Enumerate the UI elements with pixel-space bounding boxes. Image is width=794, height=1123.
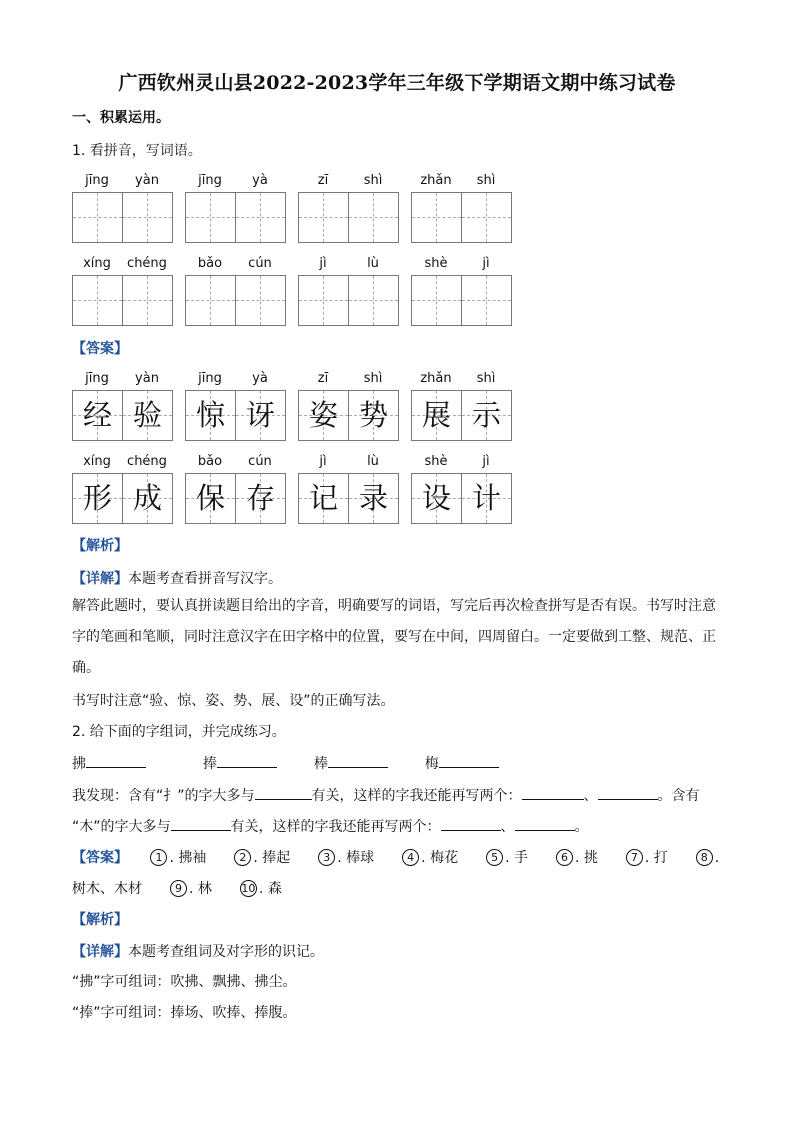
tianzige-cell[interactable]: [72, 192, 123, 243]
blank-5[interactable]: [255, 785, 312, 800]
pinyin-syllable: shè: [424, 256, 448, 271]
pinyin-label: [72, 454, 172, 470]
pinyin-label: [298, 371, 398, 387]
pinyin-syllable: yà: [252, 173, 268, 188]
pinyin-syllable: cún: [248, 454, 272, 469]
pinyin-syllable: zhǎn: [420, 173, 452, 188]
analysis-note: 书写时注意“验、惊、姿、势、展、设”的正确写法。: [72, 693, 395, 709]
tianzige-cell[interactable]: [122, 192, 173, 243]
pinyin-syllable: jīng: [198, 371, 222, 386]
analysis-label: 【解析】: [72, 538, 128, 554]
pinyin-label: [185, 256, 285, 272]
answer-list: [132, 850, 719, 866]
analysis-label: 【解析】: [72, 912, 128, 928]
answer-character: 记: [308, 481, 338, 515]
answer-character: 惊: [195, 398, 225, 432]
blank-2[interactable]: [217, 753, 277, 768]
pinyin-syllable: yàn: [135, 173, 159, 188]
pinyin-label: [298, 256, 398, 272]
answer-item: 1 . 拂袖: [150, 848, 206, 868]
pinyin-label: [411, 454, 511, 470]
answer-character: 保: [195, 481, 225, 515]
tianzige-cell: [348, 390, 399, 441]
tianzige-cell: [72, 390, 123, 441]
blank-7[interactable]: [598, 785, 658, 800]
pinyin-syllable: jīng: [198, 173, 222, 188]
pinyin-syllable: jì: [482, 454, 490, 469]
page-title: 广西钦州灵山县2022-2023学年三年级下学期语文期中练习试卷: [118, 72, 676, 94]
tianzige-cell[interactable]: [411, 275, 462, 326]
discovery-text: 有关，这样的字我还能再写两个：: [230, 819, 441, 835]
tianzige-cell: [461, 473, 512, 524]
answer-character: 示: [471, 398, 501, 432]
pinyin-syllable: jì: [482, 256, 490, 271]
char-fu: 拂: [72, 756, 86, 772]
answer-character: 经: [82, 398, 112, 432]
analysis-fu: “拂”字可组词：吹拂、飘拂、拂尘。: [72, 974, 297, 990]
pinyin-syllable: yàn: [135, 371, 159, 386]
answer-text: 手: [513, 850, 528, 866]
tianzige-cell: [461, 390, 512, 441]
pinyin-syllable: jīng: [85, 173, 109, 188]
pinyin-label: [185, 173, 285, 189]
char-peng: 捧: [202, 756, 217, 772]
circled-number: 8: [696, 849, 713, 866]
blank-9[interactable]: [441, 816, 501, 831]
circled-number: 10: [241, 882, 256, 895]
answer-character: 设: [421, 481, 451, 515]
answer-item: 7 . 打: [626, 848, 668, 868]
pinyin-syllable: chéng: [127, 454, 167, 469]
answer-character: 势: [358, 398, 388, 432]
char-bang: 棒: [313, 756, 328, 772]
tianzige-cell: [411, 473, 462, 524]
tianzige-cell[interactable]: [72, 275, 123, 326]
detail-label: 【详解】: [72, 944, 128, 960]
detail-line: [72, 569, 282, 589]
tianzige-cell: [235, 390, 286, 441]
tianzige-cell[interactable]: [185, 192, 236, 243]
discovery-text: 我发现：含有“扌”的字大多与: [72, 788, 255, 804]
answer-line-1: [72, 848, 719, 868]
pinyin-label: [72, 173, 172, 189]
pinyin-syllable: bǎo: [197, 454, 223, 469]
tianzige-cell: [348, 473, 399, 524]
answer-character: 姿: [308, 398, 338, 432]
tianzige-cell[interactable]: [122, 275, 173, 326]
answer-text: 梅花: [430, 850, 459, 866]
blank-10[interactable]: [515, 816, 575, 831]
pinyin-syllable: shì: [363, 173, 383, 188]
pinyin-label: [72, 256, 172, 272]
tianzige-cell[interactable]: [298, 275, 349, 326]
question-1-prompt: 1. 看拼音，写词语。: [72, 143, 202, 159]
pinyin-label: [411, 256, 511, 272]
answer-label: 【答案】: [72, 850, 128, 866]
tianzige-cell: [122, 473, 173, 524]
answer-item: 10 . 森: [241, 881, 282, 897]
pinyin-syllable: shì: [476, 371, 496, 386]
tianzige-cell[interactable]: [235, 275, 286, 326]
answer-character: 存: [245, 481, 275, 515]
answer-character: 讶: [245, 398, 275, 432]
pinyin-syllable: xíng: [83, 454, 111, 469]
tianzige-cell: [298, 473, 349, 524]
pinyin-syllable: chéng: [127, 256, 167, 271]
tianzige-cell: [122, 390, 173, 441]
analysis-paragraph: 解答此题时，要认真拼读题目给出的字音，明确要写的词语，写完后再次检查拼写是否有误。书写时注意字的笔画和笔顺，同时注意汉字在田字格中的位置，要写在中间，四周留白。一定要做到工整、规范、正确。: [72, 598, 716, 676]
pinyin-syllable: jì: [319, 454, 327, 469]
blank-4[interactable]: [439, 753, 499, 768]
pinyin-syllable: zī: [317, 371, 329, 386]
analysis-peng: “捧”字可组词：捧场、吹捧、捧腹。: [72, 1005, 297, 1021]
pinyin-syllable: xíng: [83, 256, 111, 271]
circled-number: 9: [170, 880, 187, 897]
pinyin-syllable: jì: [319, 256, 327, 271]
answer-item: 5 . 手: [486, 848, 528, 868]
answer-item: 9 . 林: [170, 879, 212, 899]
answer-character: 形: [82, 481, 112, 515]
discovery-text: 。含有: [657, 788, 700, 804]
answer-text: 林: [197, 881, 212, 897]
pinyin-syllable: shì: [476, 173, 496, 188]
pinyin-syllable: zī: [317, 173, 329, 188]
answer-item: 8 .: [696, 848, 719, 868]
section-heading: 一、积累运用。: [72, 110, 170, 126]
blank-6[interactable]: [522, 785, 584, 800]
tianzige-cell[interactable]: [348, 275, 399, 326]
circled-number: 3: [318, 849, 335, 866]
discovery-text: 有关，这样的字我还能再写两个：: [311, 788, 522, 804]
circled-number: 6: [556, 849, 573, 866]
discovery-text: “木”的字大多与: [72, 819, 171, 835]
detail-text: 本题考查组词及对字形的识记。: [128, 944, 324, 960]
tianzige-cell: [411, 390, 462, 441]
pinyin-label: [411, 371, 511, 387]
pinyin-syllable: shè: [424, 454, 448, 469]
tianzige-cell[interactable]: [298, 192, 349, 243]
answer-character: 验: [132, 398, 162, 432]
circled-number: 2: [234, 849, 251, 866]
pinyin-label: [185, 454, 285, 470]
pinyin-label: [185, 371, 285, 387]
tianzige-cell: [298, 390, 349, 441]
answer-character: 录: [358, 481, 388, 515]
detail-label: 【详解】: [72, 571, 128, 587]
discovery-line-2: “木”的字大多与 有关，这样的字我还能再写两个： 、 。: [72, 816, 589, 837]
pinyin-label: [298, 173, 398, 189]
answer-character: 展: [421, 398, 451, 432]
tianzige-cell[interactable]: [411, 192, 462, 243]
answer-item: 3 . 棒球: [318, 848, 374, 868]
answer-text: 拂袖: [178, 850, 207, 866]
answer-text: 捧起: [262, 850, 291, 866]
answer-item: 2 . 捧起: [234, 848, 290, 868]
tianzige-cell: [235, 473, 286, 524]
tianzige-cell: [185, 473, 236, 524]
answer-character: 计: [471, 481, 501, 515]
answer-text: 森: [267, 881, 282, 897]
pinyin-syllable: zhǎn: [420, 371, 452, 386]
word-formation-row: [72, 753, 499, 774]
answer-text: 树木、木材: [72, 881, 142, 897]
answer-list-continued: [72, 881, 282, 897]
answer-text: 打: [653, 850, 668, 866]
answer-item: [72, 879, 142, 899]
answer-line-2: [72, 879, 282, 899]
pinyin-syllable: bǎo: [197, 256, 223, 271]
answer-text: 棒球: [346, 850, 375, 866]
circled-number: 5: [486, 849, 503, 866]
answer-item: 6 . 挑: [556, 848, 598, 868]
question-2-prompt: 2. 给下面的字组词，并完成练习。: [72, 724, 286, 740]
circled-number: 7: [626, 849, 643, 866]
blank-3[interactable]: [328, 753, 388, 768]
pinyin-syllable: lù: [367, 454, 379, 469]
discovery-line-1: 我发现：含有“扌”的字大多与 有关，这样的字我还能再写两个： 、 。含有: [72, 785, 700, 806]
pinyin-syllable: yà: [252, 371, 268, 386]
pinyin-syllable: shì: [363, 371, 383, 386]
tianzige-cell[interactable]: [461, 275, 512, 326]
char-mei: 梅: [424, 756, 439, 772]
detail-text: 本题考查看拼音写汉字。: [128, 571, 282, 587]
tianzige-cell: [185, 390, 236, 441]
answer-label: 【答案】: [72, 341, 128, 357]
circled-number: 4: [402, 849, 419, 866]
answer-item: 4 . 梅花: [402, 848, 458, 868]
pinyin-syllable: cún: [248, 256, 272, 271]
detail-line: [72, 942, 324, 962]
pinyin-syllable: jīng: [85, 371, 109, 386]
pinyin-label: [298, 454, 398, 470]
answer-text: 挑: [583, 850, 598, 866]
tianzige-cell[interactable]: [185, 275, 236, 326]
tianzige-cell[interactable]: [235, 192, 286, 243]
answer-character: 成: [132, 481, 162, 515]
blank-1[interactable]: [86, 753, 146, 768]
tianzige-cell[interactable]: [348, 192, 399, 243]
pinyin-label: [411, 173, 511, 189]
pinyin-syllable: lù: [367, 256, 379, 271]
circled-number: 1: [150, 849, 167, 866]
blank-8[interactable]: [171, 816, 231, 831]
tianzige-cell[interactable]: [461, 192, 512, 243]
tianzige-cell: [72, 473, 123, 524]
pinyin-label: [72, 371, 172, 387]
